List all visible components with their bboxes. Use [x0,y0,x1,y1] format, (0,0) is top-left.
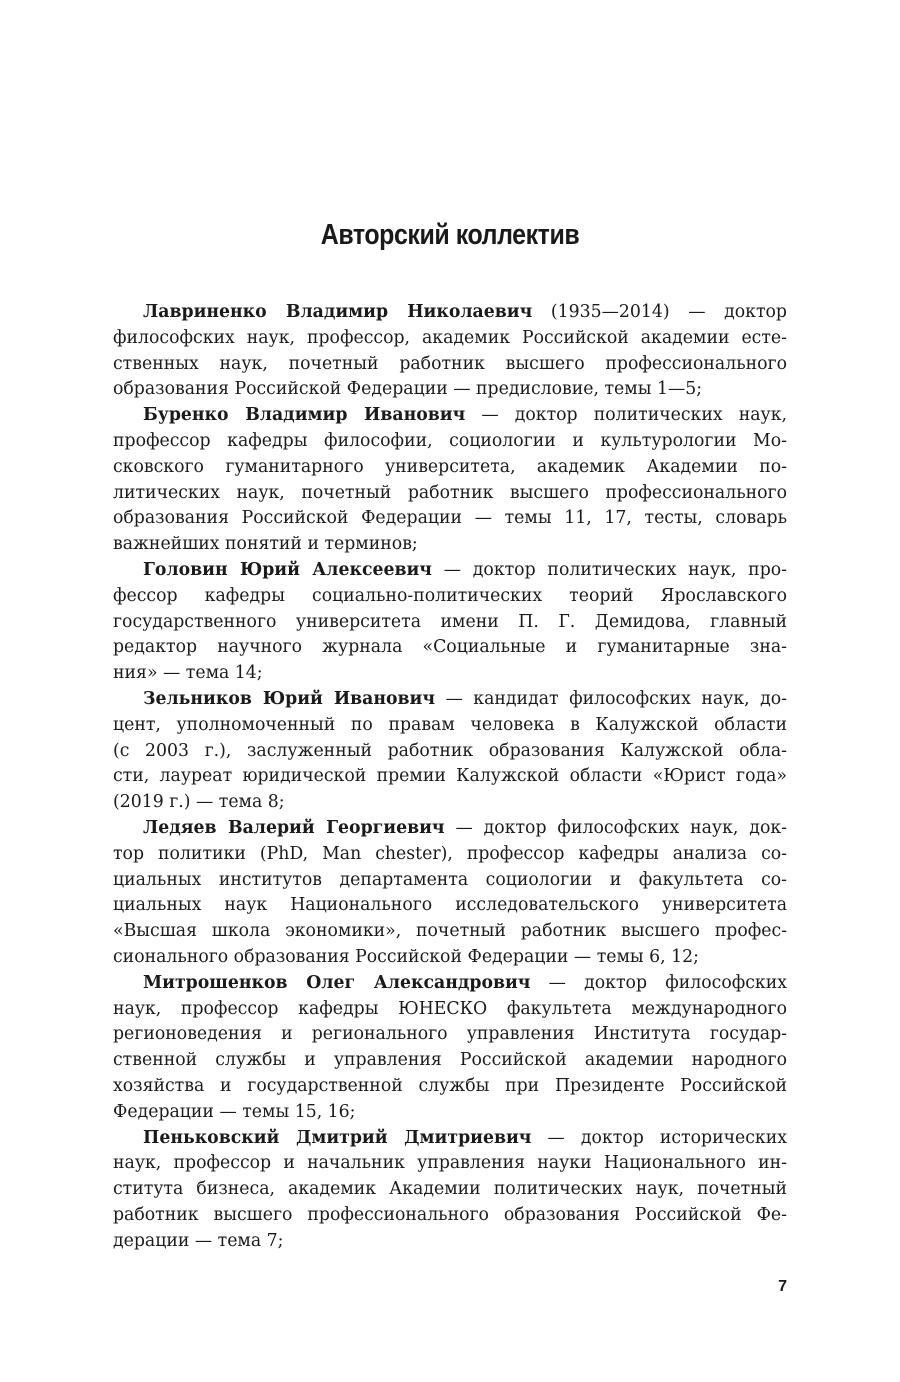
author-name: Митрошенков Олег Александрович [143,972,531,993]
author-name: Пеньковский Дмитрий Дмитриевич [143,1127,532,1148]
text-line [113,764,787,790]
entry-text: Федерации — темы 15, 16; [113,1101,356,1122]
text-line [113,455,787,481]
entry-text: хозяйства и государственной службы при Президенте Российской [113,1075,787,1096]
text-line [113,945,787,971]
author-entry [113,1126,787,1255]
entry-text: сионального образования Российской Федерации — темы 6, 12; [113,946,699,967]
text-line [113,1203,787,1229]
entry-text: (с 2003 г.), заслуженный работник образования Калужской обла- [113,740,787,761]
entry-text: ственных наук, почетный работник высшего профессионального [113,353,787,374]
author-entry [113,971,787,1126]
author-name: Лавриненко Владимир Николаевич [143,302,533,322]
author-name: Ледяев Валерий Георгиевич [143,817,445,838]
text-line [113,377,787,403]
entry-text: ститута бизнеса, академик Академии политических наук, почетный [113,1179,787,1200]
text-line [113,739,787,765]
entry-text: циальных институтов департамента социологии и факультета со- [113,869,787,890]
entry-text: циальных наук Национального исследовательского университета [113,895,787,916]
author-entry [113,403,787,558]
entry-text: наук, профессор кафедры ЮНЕСКО факультета международного [113,998,787,1019]
text-line [113,816,787,842]
text-line [113,584,787,610]
entry-text: тор политики (PhD, Man chester), профессор кафедры анализа со- [113,843,787,864]
entry-text: государственного университета имени П. Г. Демидова, главный [113,611,787,632]
text-line [113,687,787,713]
text-line [113,481,787,507]
text-line [113,352,787,378]
entry-text: (2019 г.) — тема 8; [113,792,285,813]
text-line [113,326,787,352]
text-line [113,610,787,636]
text-line [113,893,787,919]
text-line [113,1151,787,1177]
entry-text: редактор научного журнала «Социальные и гуманитарные зна- [113,637,787,658]
text-line [113,1074,787,1100]
author-name: Зельников Юрий Иванович [143,688,436,709]
entry-text: профессор кафедры философии, социологии и культурологии Мо- [113,430,787,451]
text-line [113,1229,787,1255]
entry-text: сковского гуманитарного университета, академик Академии по- [113,456,787,477]
text-line [113,1022,787,1048]
entry-text: фессор кафедры социально-политических теорий Ярославского [113,585,787,606]
entry-text: — доктор политических наук, про- [431,559,787,580]
text-line [113,790,787,816]
text-line [113,842,787,868]
entry-text: — доктор политических наук, [465,405,787,426]
text-line [113,1126,787,1152]
entry-text: важнейших понятий и терминов; [113,534,418,555]
text-line [113,868,787,894]
text-line [113,1177,787,1203]
page-number: 7 [778,1278,787,1295]
entry-text: — доктор философских [530,972,787,993]
author-entry [113,687,787,816]
entry-text: наук, профессор и начальник управления науки Национального ин- [113,1153,787,1174]
entry-text: дерации — тема 7; [113,1230,284,1251]
author-entry [113,300,787,403]
text-line [113,661,787,687]
entry-text: «Высшая школа экономики», почетный работник высшего профес- [113,921,787,942]
entry-text: — кандидат философских наук, до- [435,688,787,709]
text-line [113,506,787,532]
text-line [113,1100,787,1126]
text-line [113,713,787,739]
entry-text: цент, уполномоченный по правам человека в Калужской области [113,714,787,735]
entry-text: (1935—2014) — доктор [532,302,787,322]
text-line [113,997,787,1023]
entry-text: образования Российской Федерации — предисловие, темы 1—5; [113,379,703,400]
entry-text: — доктор исторических [531,1127,787,1148]
entry-text: ния» — тема 14; [113,663,263,684]
author-name: Буренко Владимир Иванович [143,405,466,426]
entry-text: философских наук, профессор, академик Российской академии есте- [113,327,787,348]
entry-text: — доктор философских наук, док- [444,817,787,838]
entry-text: литических наук, почетный работник высшего профессионального [113,482,787,503]
page-title: Авторский коллектив [320,219,580,251]
text-line [113,919,787,945]
text-line [113,300,787,326]
text-line [113,971,787,997]
author-list [113,300,787,1254]
text-line [113,429,787,455]
entry-text: ственной службы и управления Российской академии народного [113,1050,787,1071]
text-line [113,403,787,429]
author-entry [113,558,787,687]
author-entry [113,816,787,971]
text-line [113,532,787,558]
entry-text: работник высшего профессионального образования Российской Фе- [113,1204,787,1225]
text-line [113,1048,787,1074]
text-line [113,635,787,661]
text-line [113,558,787,584]
entry-text: образования Российской Федерации — темы 11, 17, тесты, словарь [113,508,787,529]
entry-text: регионоведения и регионального управления Института государ- [113,1024,787,1045]
author-name: Головин Юрий Алексеевич [143,559,432,580]
entry-text: сти, лауреат юридической премии Калужской области «Юрист года» [113,766,787,787]
